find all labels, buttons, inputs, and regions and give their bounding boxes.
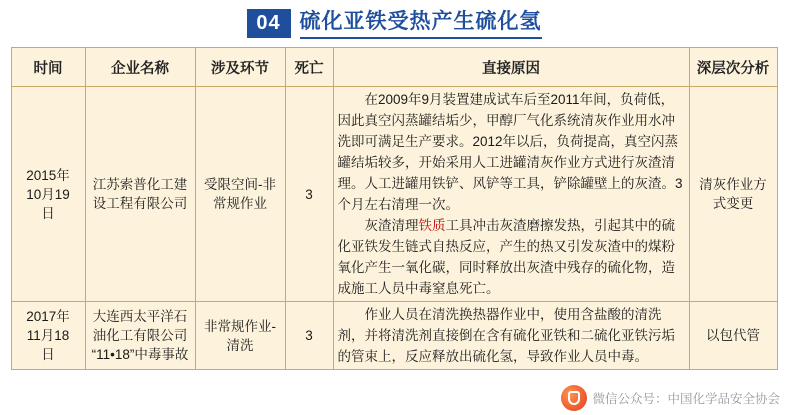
watermark-text: 微信公众号：中国化学品安全协会	[592, 392, 780, 406]
cell-deep-analysis: 清灰作业方 式变更	[689, 87, 777, 302]
cell-company: 大连西太平洋石 油化工有限公司 “11•18”中毒事故	[85, 302, 195, 370]
table-row	[11, 87, 777, 302]
direct-cause-paragraph-2	[338, 215, 685, 299]
column-header-process: 涉及环节	[195, 48, 285, 87]
column-header-deep-analysis: 深层次分析	[689, 48, 777, 87]
cell-time: 2017年 11月18 日	[11, 302, 85, 370]
cell-deaths: 3	[285, 87, 333, 302]
cell-direct-cause	[333, 87, 689, 302]
cause-text-a: 灰渣清理	[364, 218, 419, 233]
column-header-time: 时间	[11, 48, 85, 87]
column-header-deaths: 死亡	[285, 48, 333, 87]
slide-title-text: 硫化亚铁受热产生硫化氢	[300, 9, 542, 39]
incident-table	[11, 47, 778, 370]
column-header-company: 企业名称	[85, 48, 195, 87]
table-header-row	[11, 48, 777, 87]
cell-direct-cause	[333, 302, 689, 370]
cell-deep-analysis: 以包代管	[689, 302, 777, 370]
cell-deaths: 3	[285, 302, 333, 370]
watermark	[561, 385, 780, 411]
cause-keyword-highlight: 铁质	[418, 218, 446, 233]
cell-time: 2015年 10月19 日	[11, 87, 85, 302]
safety-association-logo-icon	[561, 385, 587, 411]
slide-title	[0, 0, 788, 38]
cell-process: 非常规作业- 清洗	[195, 302, 285, 370]
cell-company: 江苏索普化工建 设工程有限公司	[85, 87, 195, 302]
direct-cause-paragraph-1: 作业人员在清洗换热器作业中，使用含盐酸的清洗剂，并将清洗剂直接倒在含有硫化亚铁和二硫化亚铁污垢的管束上，反应释放出硫化氢，导致作业人员中毒。	[337, 307, 675, 364]
cause-text-b: 工具冲击灰渣磨擦发热，引起其中的硫化亚铁发生链式自热反应，产生的热又引发灰渣中的煤粉氧化产生一氧化碳，同时释放出灰渣中残存的硫化物，造成施工人员中毒窒息死亡。	[337, 218, 675, 296]
column-header-direct-cause: 直接原因	[333, 48, 689, 87]
cell-process: 受限空间-非 常规作业	[195, 87, 285, 302]
direct-cause-paragraph-1: 在2009年9月装置建成试车后至2011年间，负荷低，因此真空闪蒸罐结垢少，甲醇厂气化系统清灰作业用水冲洗即可满足生产要求。2012年以后，负荷提高，真空闪蒸罐结垢较多，开始采用人工进罐清灰作业方式进行灰渣清理。人工进罐用铁铲、风铲等工具，铲除罐壁上的灰渣。3个月左右清理一次。	[337, 92, 683, 212]
table-row	[11, 302, 777, 370]
slide-title-number: 04	[247, 9, 291, 38]
